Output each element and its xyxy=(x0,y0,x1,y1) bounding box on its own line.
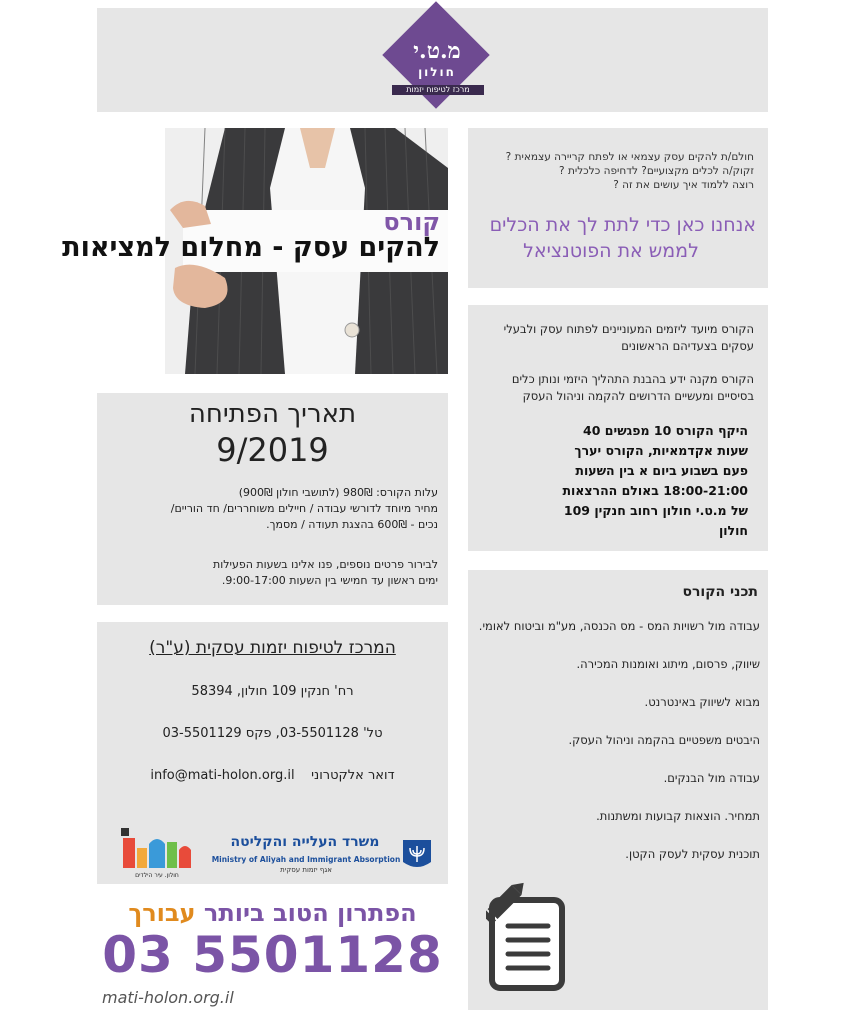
ministry-subtitle: אגף יזמות עסקית xyxy=(280,866,332,874)
question-line: חולם/ת להקים עסק עצמאי או לפתח קריירה עצמאית ? xyxy=(505,151,754,163)
schedule-line: שעות אקדמאיות, הקורס יערך xyxy=(574,443,748,458)
email-address[interactable]: info@mati-holon.org.il xyxy=(150,768,295,783)
contact-line: לבירור פרטים נוספים, פנו אלינו בשעות הפעילות xyxy=(213,558,438,571)
curriculum-item: תוכנית עסקית לעסק הקטן. xyxy=(625,847,760,861)
curriculum-item: מבוא לשיווק באינטרנט. xyxy=(644,695,760,709)
state-emblem-icon xyxy=(401,838,433,872)
contact-hours xyxy=(102,557,438,589)
fee-line: עלות הקורס: 980₪ (לתושבי חולון 900₪) xyxy=(238,486,438,499)
schedule-line: של מ.ט.י חולון רחוב חנקין 109 xyxy=(563,503,748,518)
ministry-name-english: Ministry of Aliyah and Immigrant Absorption xyxy=(211,855,401,864)
course-word: קורס xyxy=(383,208,440,236)
intro-slogan xyxy=(466,212,756,264)
curriculum-list xyxy=(476,618,760,884)
curriculum-item: עבודה מול הבנקים. xyxy=(663,771,760,785)
schedule-line: פעם בשבוע ביום א בין השעות xyxy=(575,463,748,478)
center-name: המרכז לטיפוח יזמות עסקית (ע"ר) xyxy=(149,638,396,658)
footer-website[interactable]: mati-holon.org.il xyxy=(102,988,234,1007)
intro-questions xyxy=(474,150,754,192)
curriculum-item: שיווק, פרסום, מיתוג ואומנות המכירה. xyxy=(576,657,760,671)
email-label: דואר אלקטרוני xyxy=(311,768,395,783)
slogan-line: לממש את הפוטנציאל xyxy=(523,240,699,262)
fee-line: נכים - 600₪ בהצגת תעודה / מסמך. xyxy=(266,518,438,531)
slogan-orange: עבורך xyxy=(128,899,196,927)
slogan-line: אנחנו כאן כדי לתת לך את הכלים xyxy=(489,214,756,236)
course-title: להקים עסק - מחלום למציאות xyxy=(62,232,440,263)
curriculum-item: תמחיר. הוצאות קבועות ומשתנות. xyxy=(596,809,760,823)
course-fees xyxy=(102,485,438,533)
course-info-panel xyxy=(468,305,768,551)
schedule-line: היקף הקורס 10 מפגשים 40 xyxy=(583,423,748,438)
info-paragraph-2: הקורס מקנה ידע בהבנת התהליך היזמי ונותן כלים בסיסיים ומעשיים הדרושים להקמה וניהול העסק xyxy=(511,372,754,403)
holon-city-logo xyxy=(121,828,193,880)
contact-line: ימים ראשון עד חמישי בין השעות 9:00-17:00. xyxy=(221,574,438,587)
center-contact-panel xyxy=(97,622,448,884)
schedule-line: חולון xyxy=(718,523,748,538)
info-schedule xyxy=(478,421,748,541)
fee-line: מחיר מיוחד לדורשי עבודה / חיילים משוחררים/ חד הוריים/ xyxy=(170,502,438,515)
document-pencil-icon xyxy=(486,882,570,992)
opening-label: תאריך הפתיחה xyxy=(188,399,357,429)
footer-phone[interactable]: 03 5501128 xyxy=(102,926,443,984)
opening-date-panel xyxy=(97,393,448,605)
question-line: זקוק/ה לכלים מקצועיים? לדחיפה כלכלית ? xyxy=(559,165,754,177)
info-paragraph-1: הקורס מיועד ליזמים המעוניינים לפתוח עסק ולבעלי עסקים בצעדיהם הראשונים xyxy=(503,322,754,353)
footer-slogan xyxy=(97,899,448,927)
question-line: רוצה ללמוד איך עושים את זה ? xyxy=(613,179,754,191)
ministry-name-hebrew: משרד העלייה והקליטה xyxy=(230,834,380,850)
intro-panel xyxy=(468,128,768,288)
center-address: רח' חנקין 109 חולון, 58394 xyxy=(191,684,354,699)
logo-line2: חולון xyxy=(418,65,456,79)
center-email-row xyxy=(97,768,448,783)
opening-date: 9/2019 xyxy=(216,431,329,469)
slogan-purple: הפתרון הטוב ביותר xyxy=(203,899,417,927)
curriculum-item: היבטים משפטיים בהקמה וניהול העסק. xyxy=(568,733,760,747)
holon-caption: חולון. עיר הילדים xyxy=(135,872,179,879)
logo-strip: מרכז לטיפוח יזמות xyxy=(392,85,484,95)
curriculum-panel xyxy=(468,570,768,1010)
schedule-line: 18:00-21:00 באולם ההרצאות xyxy=(562,483,748,498)
logo-line1: מ.ט.י xyxy=(413,38,461,64)
curriculum-item: עבודה מול רשויות המס - מס הכנסה, מע"מ וביטוח לאומי. xyxy=(478,619,760,633)
center-phone: טל' 03-5501128, פקס 03-5501129 xyxy=(162,726,383,741)
curriculum-heading: תכני הקורס xyxy=(682,584,758,600)
